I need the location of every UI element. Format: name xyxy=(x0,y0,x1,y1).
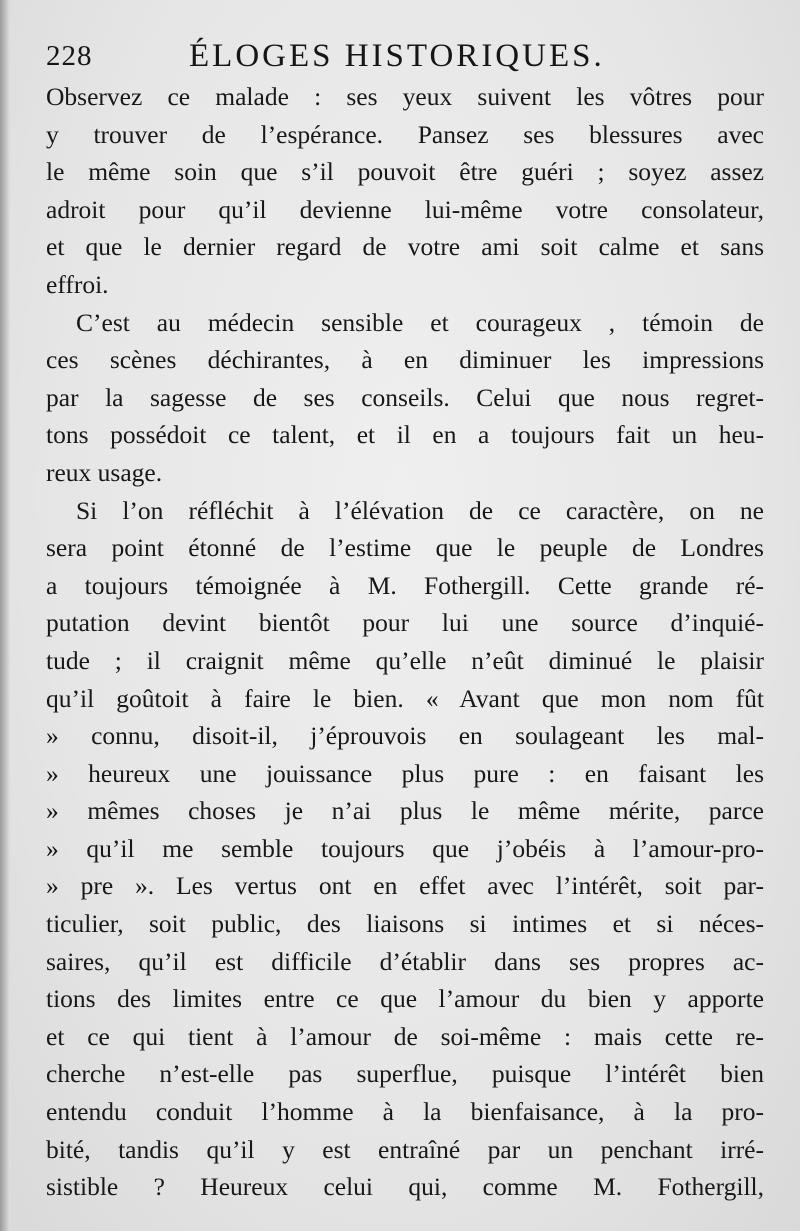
text-line: reux usage. xyxy=(46,457,163,487)
text-line: saires, qu’il est difficile d’établir dans ses propres ac- xyxy=(46,946,764,976)
text-line: et ce qui tient à l’amour de soi-même : mais cette re- xyxy=(46,1021,764,1051)
text-line: ces scènes déchirantes, à en diminuer les impressions xyxy=(46,345,764,375)
text-line: sera point étonné de l’estime que le peuple de Londres xyxy=(46,533,764,563)
page-number: 228 xyxy=(46,40,93,72)
text-line: » mêmes choses je n’ai plus le même mérite, parce xyxy=(46,796,764,826)
text-line: Si l’on réfléchit à l’élévation de ce caractère, on ne xyxy=(76,495,764,525)
text-line: ticulier, soit public, des liaisons si intimes et si néces- xyxy=(46,909,764,939)
page-header xyxy=(46,38,766,82)
text-line: cherche n’est-elle pas superflue, puisque l’intérêt bien xyxy=(46,1059,764,1089)
text-line: le même soin que s’il pouvoit être guéri ; soyez assez xyxy=(46,157,764,187)
body-text xyxy=(46,78,764,1206)
text-line: adroit pour qu’il devienne lui-même votre consolateur, xyxy=(46,194,764,224)
text-line: par la sagesse de ses conseils. Celui que nous regret- xyxy=(46,382,764,412)
page-spine-shadow xyxy=(0,0,10,1231)
text-line: putation devint bientôt pour lui une source d’inquié- xyxy=(46,608,764,638)
text-line: bité, tandis qu’il y est entraîné par un penchant irré- xyxy=(46,1134,764,1164)
text-line: et que le dernier regard de votre ami soit calme et sans xyxy=(46,232,764,262)
text-line: entendu conduit l’homme à la bienfaisance, à la pro- xyxy=(46,1097,764,1127)
text-line: y trouver de l’espérance. Pansez ses blessures avec xyxy=(46,119,764,149)
text-line: tons possédoit ce talent, et il en a toujours fait un heu- xyxy=(46,420,764,450)
text-line: » heureux une jouissance plus pure : en faisant les xyxy=(46,758,764,788)
text-line: » pre ». Les vertus ont en effet avec l’intérêt, soit par- xyxy=(46,871,764,901)
text-line: tions des limites entre ce que l’amour du bien y apporte xyxy=(46,984,764,1014)
text-line: sistible ? Heureux celui qui, comme M. Fothergill, xyxy=(46,1172,764,1202)
text-line: qu’il goûtoit à faire le bien. « Avant que mon nom fût xyxy=(46,683,764,713)
text-line: tude ; il craignit même qu’elle n’eût diminué le plaisir xyxy=(46,645,764,675)
text-line: C’est au médecin sensible et courageux , témoin de xyxy=(76,307,764,337)
text-line: » qu’il me semble toujours que j’obéis à l’amour-pro- xyxy=(46,833,764,863)
text-line: Observez ce malade : ses yeux suivent les vôtres pour xyxy=(46,82,764,111)
text-line: a toujours témoignée à M. Fothergill. Cette grande ré- xyxy=(46,570,764,600)
text-line: » connu, disoit-il, j’éprouvois en soulageant les mal- xyxy=(46,721,764,751)
text-line: effroi. xyxy=(46,269,109,299)
running-title: ÉLOGES HISTORIQUES. xyxy=(189,38,605,74)
